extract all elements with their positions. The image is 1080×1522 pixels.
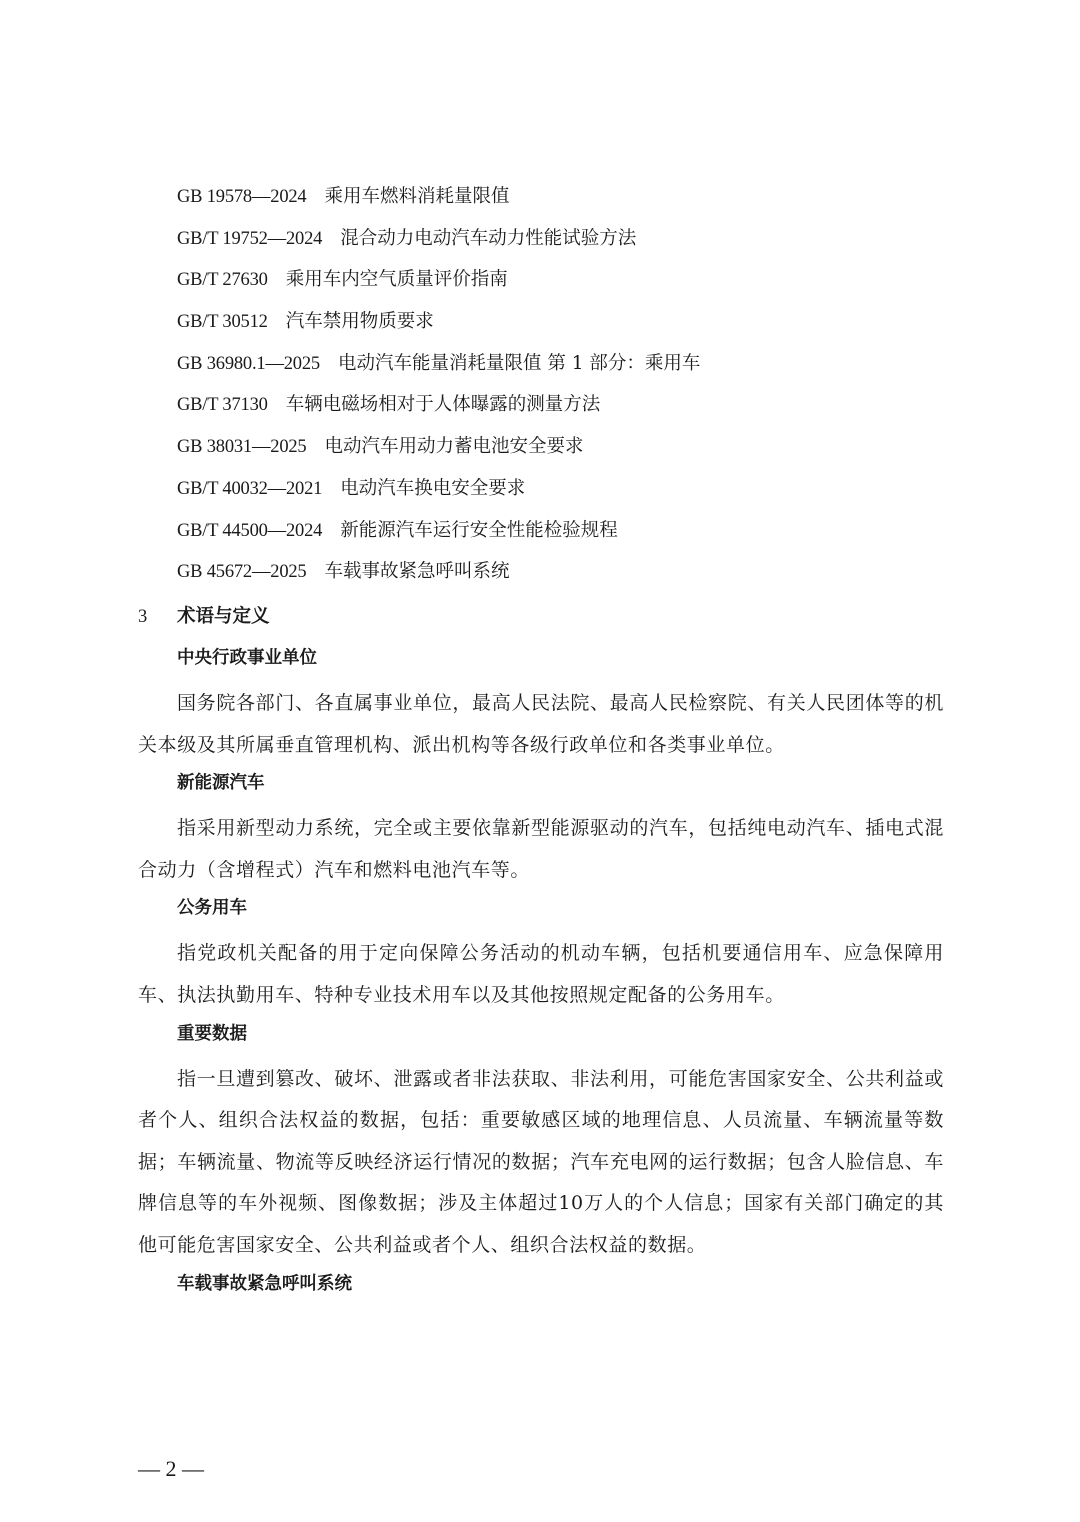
reference-item bbox=[177, 305, 977, 347]
reference-title: 新能源汽车运行安全性能检验规程 bbox=[340, 519, 618, 541]
reference-title: 电动汽车能量消耗量限值 第 1 部分：乘用车 bbox=[337, 352, 701, 374]
term-entry bbox=[138, 1267, 944, 1309]
term-definition: 指一旦遭到篡改、破坏、泄露或者非法获取、非法利用，可能危害国家安全、公共利益或者个人、组织合法权益的数据，包括：重要敏感区域的地理信息、人员流量、车辆流量等数据；车辆流量、物流等反映经济运行情况的数据；汽车充电网的运行数据；包含人脸信息、车牌信息等的车外视频、图像数据；涉及主体超过10万人的个人信息；国家有关部门确定的其他可能危害国家安全、公共利益或者个人、组织合法权益的数据。 bbox=[138, 1067, 944, 1256]
reference-title: 车载事故紧急呼叫系统 bbox=[324, 561, 510, 583]
reference-item bbox=[177, 222, 977, 264]
section-number: 3 bbox=[138, 607, 148, 627]
term-name: 重要数据 bbox=[177, 1023, 247, 1044]
term-entry bbox=[138, 641, 944, 766]
reference-item bbox=[177, 430, 977, 472]
reference-title: 电动汽车换电安全要求 bbox=[340, 477, 526, 499]
term-entry bbox=[138, 766, 944, 891]
reference-title: 车辆电磁场相对于人体曝露的测量方法 bbox=[285, 394, 601, 416]
reference-code: GB 38031—2025 bbox=[177, 437, 307, 458]
term-name: 车载事故紧急呼叫系统 bbox=[177, 1273, 352, 1294]
reference-title: 混合动力电动汽车动力性能试验方法 bbox=[340, 227, 637, 249]
reference-item bbox=[177, 347, 977, 389]
term-name: 新能源汽车 bbox=[177, 773, 265, 794]
term-entry bbox=[138, 891, 944, 1016]
term-definition: 国务院各部门、各直属事业单位，最高人民法院、最高人民检察院、有关人民团体等的机关本级及其所属垂直管理机构、派出机构等各级行政单位和各类事业单位。 bbox=[138, 692, 944, 756]
term-definition: 指采用新型动力系统，完全或主要依靠新型能源驱动的汽车，包括纯电动汽车、插电式混合动力（含增程式）汽车和燃料电池汽车等。 bbox=[138, 817, 944, 881]
reference-title: 汽车禁用物质要求 bbox=[285, 311, 434, 333]
normative-references-list bbox=[177, 180, 977, 597]
terms-and-definitions bbox=[138, 641, 944, 1309]
reference-item bbox=[177, 472, 977, 514]
reference-item bbox=[177, 388, 977, 430]
term-entry bbox=[138, 1017, 944, 1267]
reference-title: 电动汽车用动力蓄电池安全要求 bbox=[324, 436, 584, 458]
reference-code: GB/T 27630 bbox=[177, 270, 268, 291]
page-number: — 2 — bbox=[138, 1456, 204, 1481]
section-heading bbox=[138, 600, 270, 634]
reference-code: GB/T 40032—2021 bbox=[177, 478, 323, 499]
reference-item bbox=[177, 514, 977, 556]
reference-code: GB 45672—2025 bbox=[177, 562, 307, 583]
term-definition: 指党政机关配备的用于定向保障公务活动的机动车辆，包括机要通信用车、应急保障用车、执法执勤用车、特种专业技术用车以及其他按照规定配备的公务用车。 bbox=[138, 942, 944, 1006]
reference-code: GB 36980.1—2025 bbox=[177, 353, 320, 374]
reference-title: 乘用车燃料消耗量限值 bbox=[324, 186, 510, 207]
reference-code: GB/T 19752—2024 bbox=[177, 228, 323, 249]
reference-item bbox=[177, 180, 977, 222]
reference-code: GB/T 44500—2024 bbox=[177, 520, 323, 541]
reference-code: GB 19578—2024 bbox=[177, 187, 307, 207]
term-name: 公务用车 bbox=[177, 898, 247, 919]
section-title: 术语与定义 bbox=[177, 606, 270, 627]
reference-code: GB/T 37130 bbox=[177, 395, 268, 416]
reference-code: GB/T 30512 bbox=[177, 312, 268, 333]
reference-title: 乘用车内空气质量评价指南 bbox=[285, 269, 508, 291]
reference-item bbox=[177, 555, 977, 597]
reference-item bbox=[177, 263, 977, 305]
term-name: 中央行政事业单位 bbox=[177, 648, 317, 668]
